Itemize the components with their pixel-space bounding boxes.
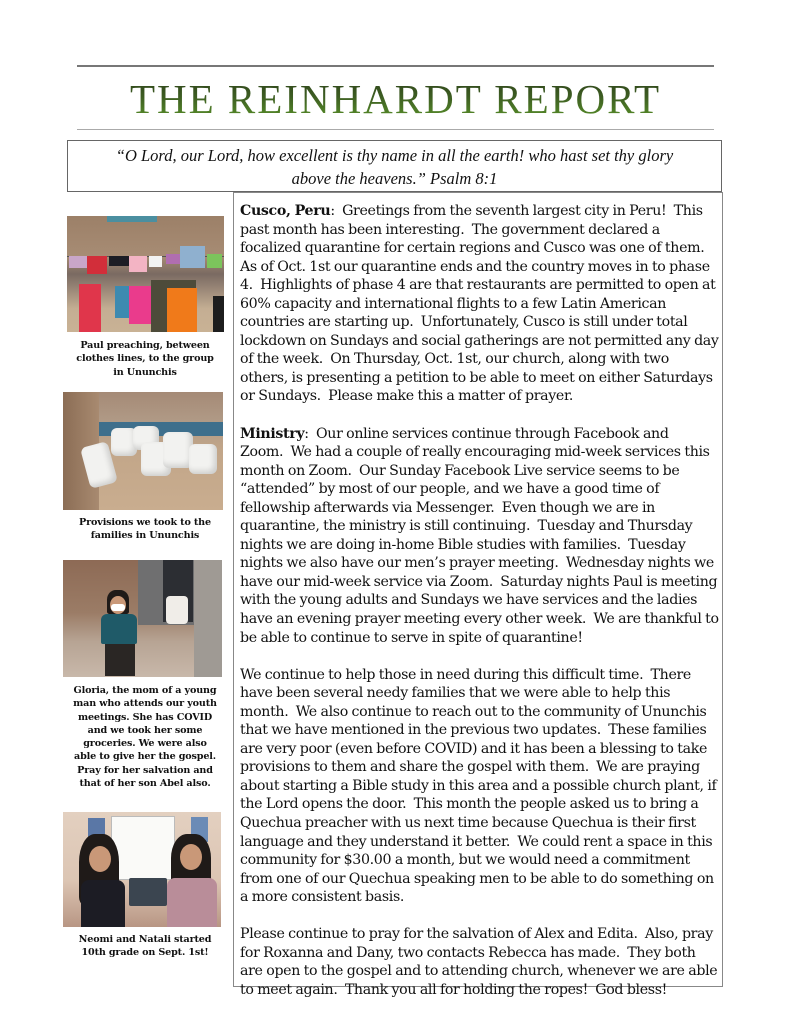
- article-text: [240, 667, 716, 906]
- article-line: nights we also have our men’s prayer meeting. Wednesday nights we: [240, 555, 714, 572]
- article-line: others, is presenting a petition to be able to meet on either Saturdays: [240, 369, 713, 386]
- photo-garment-shape: [167, 288, 197, 332]
- article-paragraph-prayer-requests: [240, 925, 716, 999]
- photo-person-shape: [213, 296, 224, 332]
- caption-line: man who attends our youth: [73, 698, 217, 710]
- article-line: be able to continue to serve in spite of quarantine!: [240, 629, 583, 646]
- photo-caption: [62, 933, 228, 960]
- caption-line: Provisions we took to the: [79, 517, 211, 528]
- article-line: lockdown on Sundays and social gatherings are not permitted any day: [240, 332, 719, 349]
- caption-line: families in Ununchis: [90, 530, 200, 542]
- photo-person-shape: [73, 834, 128, 927]
- article-line: Zoom. We had a couple of really encouraging mid-week services this: [240, 444, 710, 461]
- article-line: : Greetings from the seventh largest city in Peru! This: [330, 203, 703, 219]
- photo-garment-shape: [69, 256, 87, 268]
- article-line: nights we are doing in-home Bible studies with families. Tuesday: [240, 536, 686, 553]
- article-line: the Lord opens the door. This month the people asked us to bring a: [240, 796, 699, 813]
- masthead-rule-bottom: [77, 129, 714, 130]
- article-line: We continue to help those in need during this difficult time. There: [240, 666, 691, 683]
- photo-garment-shape: [149, 256, 162, 267]
- article-line: focalized quarantine for certain regions and Cusco was one of them.: [240, 240, 705, 257]
- article-text: [240, 426, 719, 646]
- photo-person-shape: [101, 590, 137, 676]
- article-line: As of Oct. 1st our quarantine ends and the country moves in to phase: [240, 258, 710, 275]
- caption-line: clothes lines, to the group: [76, 353, 214, 365]
- scripture-quote-line-2: above the heavens.” Psalm 8:1: [291, 169, 498, 188]
- article-paragraph-ministry: [240, 425, 719, 648]
- article-line: 4. Highlights of phase 4 are that restaurants are permitted to open at: [240, 277, 716, 294]
- article-paragraph-outreach: [240, 666, 716, 907]
- article-line: of the week. On Thursday, Oct. 1st, our church, along with two: [240, 351, 669, 368]
- photo-garment-shape: [166, 254, 180, 264]
- article-line: 60% capacity and international flights to a few Latin American: [240, 295, 667, 312]
- photo-clotheslines-preaching: [67, 216, 224, 332]
- masthead-title: THE REINHARDT REPORT: [77, 74, 714, 124]
- photo-bag-shape: [189, 444, 217, 474]
- photo-post-shape: [194, 560, 222, 677]
- article-heading: Cusco, Peru: [240, 203, 331, 219]
- article-line: are open to the gospel and to attending church, whenever we are able: [240, 963, 718, 980]
- caption-line: able to give her the gospel.: [74, 751, 216, 763]
- caption-line: that of her son Abel also.: [79, 778, 211, 790]
- article-line: Please continue to pray for the salvation of Alex and Edita. Also, pray: [240, 926, 713, 943]
- photo-bag-shape: [166, 596, 188, 624]
- caption-line: 10th grade on Sept. 1st!: [81, 947, 209, 959]
- photo-garment-shape: [109, 256, 129, 266]
- article-line: a more consistent basis.: [240, 889, 405, 906]
- article-line: provisions to them and share the gospel with them. We are praying: [240, 759, 700, 776]
- article-line: month on Zoom. Our Sunday Facebook Live service seems to be: [240, 462, 680, 479]
- article-line: fellowship afterwards via Messenger. Even though we are in: [240, 499, 655, 516]
- scripture-quote-line-1: “O Lord, our Lord, how excellent is thy name in all the earth! who hast set thy glory: [115, 146, 674, 165]
- caption-line: Paul preaching, between: [80, 340, 210, 351]
- caption-line: in Ununchis: [113, 366, 177, 378]
- caption-line: Neomi and Natali started: [78, 934, 212, 945]
- photo-garment-shape: [207, 254, 222, 268]
- article-line: have an evening prayer meeting every other week. We are thankful to: [240, 610, 719, 627]
- article-line: : Our online services continue through Facebook and: [304, 425, 669, 442]
- photo-garment-shape: [129, 256, 147, 272]
- article-line: community for $30.00 a month, but we would need a commitment: [240, 852, 690, 869]
- photo-caption: [62, 339, 228, 379]
- photo-garment-shape: [180, 246, 205, 268]
- article-line: for Roxanna and Dany, two contacts Rebecca has made. They both: [240, 944, 696, 961]
- caption-line: meetings. She has COVID: [77, 711, 213, 723]
- article-line: Quechua preacher with us next time because Quechua is their first: [240, 814, 696, 831]
- article-line: quarantine, the ministry is still continuing. Tuesday and Thursday: [240, 518, 693, 535]
- caption-line: Gloria, the mom of a young: [73, 685, 217, 696]
- photo-caption: [62, 684, 228, 790]
- article-heading: Ministry: [240, 425, 305, 442]
- photo-chalkboard-sign-shape: [129, 878, 167, 906]
- article-line: have our mid-week service via Zoom. Saturday nights Paul is meeting: [240, 573, 718, 590]
- article-line: that we have mentioned in the previous two updates. These families: [240, 722, 707, 739]
- article-line: are very poor (even before COVID) and it has been a blessing to take: [240, 740, 708, 757]
- photo-garment-shape: [79, 284, 101, 332]
- article-line: with the young adults and Sundays we have services and the ladies: [240, 592, 698, 609]
- article-line: month. We also continue to reach out to the community of Ununchis: [240, 703, 707, 720]
- article-line: to meet again. Thank you all for holding the ropes! God bless!: [240, 981, 668, 998]
- photo-person-shape: [163, 834, 219, 927]
- article-line: language and they understand it better. We could rent a space in this: [240, 833, 713, 850]
- article-line: countries are starting up. Unfortunately, Cusco is still under total: [240, 314, 688, 331]
- masthead-rule-top: [77, 65, 714, 67]
- caption-line: and we took her some: [87, 724, 203, 736]
- article-body: [233, 192, 723, 998]
- photo-provision-bags: [63, 392, 223, 510]
- article-text: [240, 926, 717, 998]
- photo-garment-shape: [129, 286, 151, 324]
- photo-tarp-shape: [107, 216, 157, 222]
- article-text: [240, 203, 719, 404]
- photo-garment-shape: [87, 256, 107, 274]
- article-line: have been several needy families that we were able to help this: [240, 685, 671, 702]
- article-line: “attended” by most of our people, and we have a good time of: [240, 481, 660, 498]
- article-paragraph-location: [240, 202, 719, 406]
- article-line: about starting a Bible study in this area and a possible church plant, if: [240, 777, 717, 794]
- article-line: past month has been interesting. The government declared a: [240, 221, 660, 238]
- article-line: from one of our Quechua speaking men to be able to do something on: [240, 870, 714, 887]
- scripture-quote-box: [67, 140, 722, 192]
- caption-line: groceries. We were also: [83, 738, 207, 750]
- caption-line: Pray for her salvation and: [77, 764, 213, 776]
- photo-neomi-natali-first-day: [63, 812, 221, 927]
- photo-caption: [62, 516, 228, 543]
- photo-gloria-seated: [63, 560, 222, 677]
- article-line: or Sundays. Please make this a matter of prayer.: [240, 388, 573, 405]
